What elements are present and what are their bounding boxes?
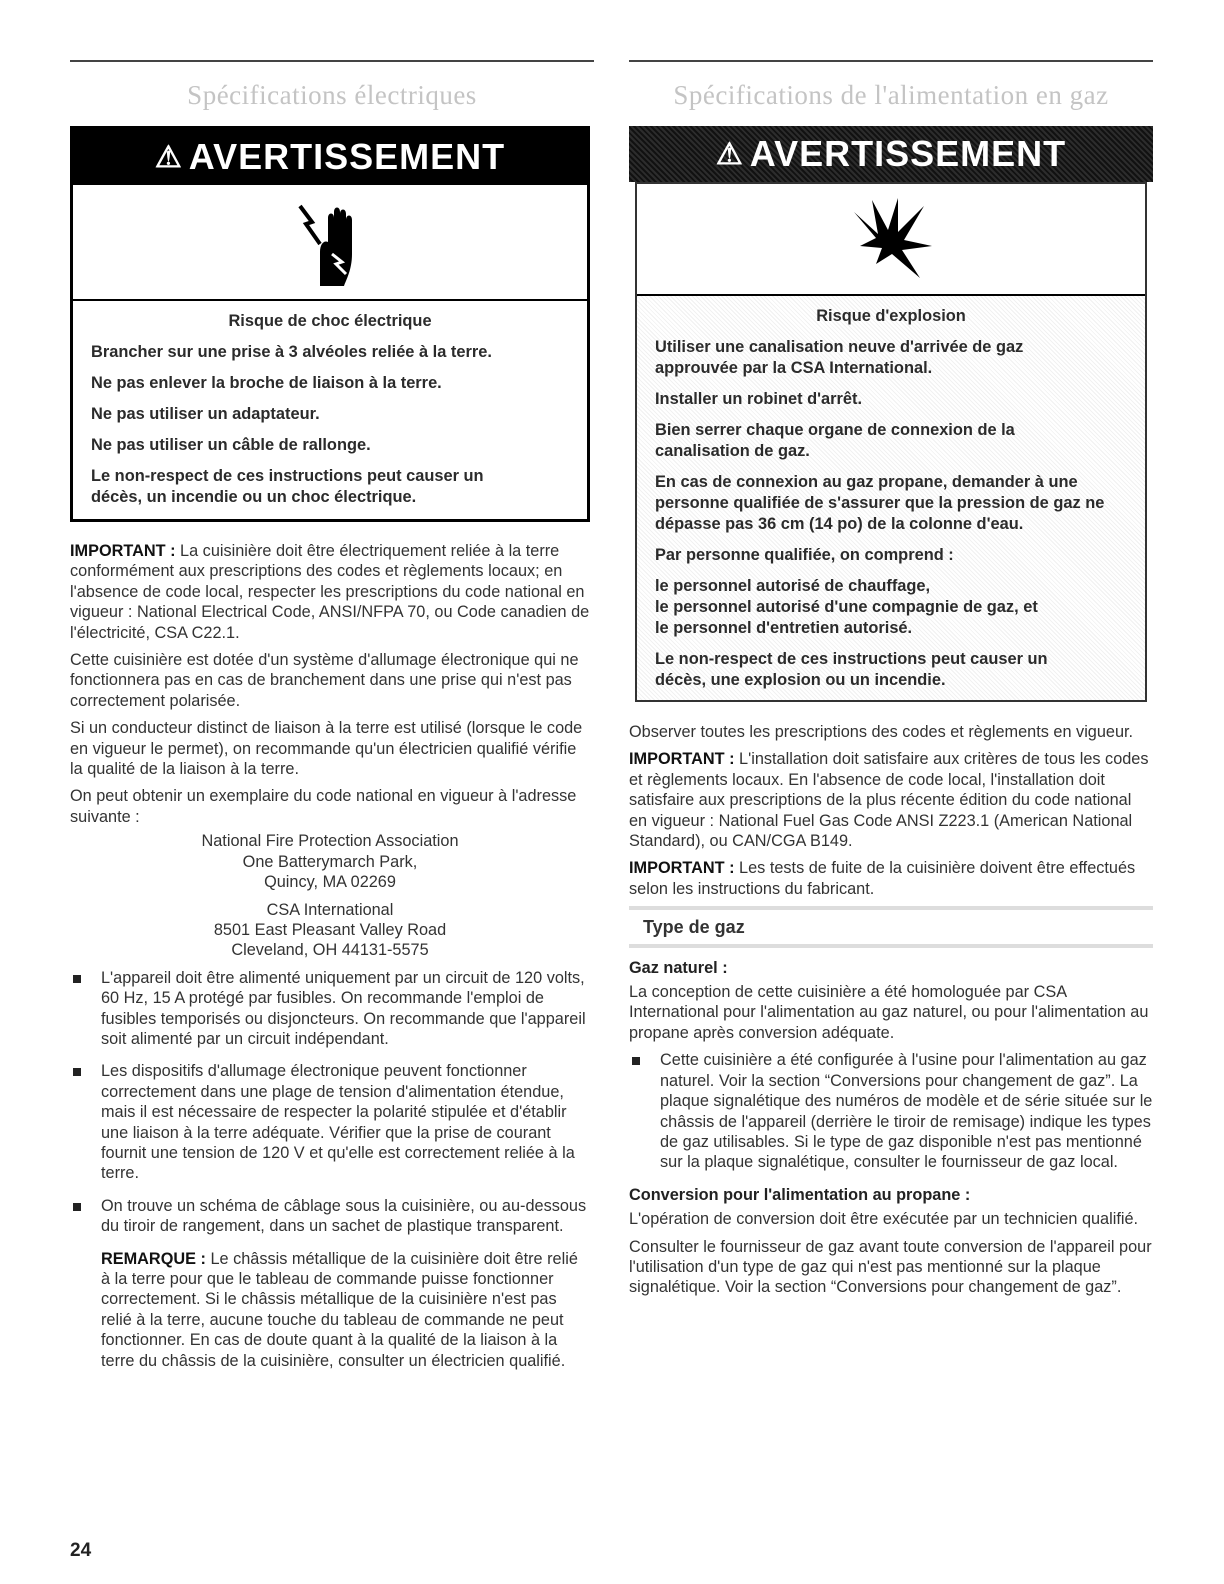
paragraph: On peut obtenir un exemplaire du code national en vigueur à l'adresse suivante : [70,787,577,826]
electrical-body [70,541,590,1378]
warning-line: Le non-respect de ces instructions peut causer un décès, un incendie ou un choc électrique. [91,467,484,506]
section-title: Spécifications électriques [187,80,477,110]
paragraph: Observer toutes les prescriptions des codes et règlements en vigueur. [629,723,1134,741]
warning-body [635,182,1147,702]
warning-line: Ne pas utiliser un adaptateur. [91,405,320,423]
warning-text [637,296,1145,691]
warning-line: Ne pas utiliser un câble de rallonge. [91,436,371,454]
warning-heading: AVERTISSEMENT [188,136,506,177]
warning-line: Utiliser une canalisation neuve d'arrivée de gaz approuvée par la CSA International. [655,338,1024,377]
paragraph: La conception de cette cuisinière a été homologuée par CSA International pour l'alimentation au gaz naturel, ou pour l'alimentation au propane après conversion adéquate. [629,983,1149,1042]
gas-body [629,722,1153,1305]
propane-heading: Conversion pour l'alimentation au propane : [629,1185,971,1204]
bullet-item: L'appareil doit être alimenté uniquement par un circuit de 120 volts, 60 Hz, 15 A protégé par fusibles. On recommande l'emploi de fusibles temporisés ou disjoncteurs. On recommande que l'appareil soit alimenté par un circuit indépendant. [70,968,590,1050]
warning-header [73,129,587,185]
warning-line: Brancher sur une prise à 3 alvéoles reliée à la terre. [91,343,492,361]
warning-text [73,301,587,508]
paragraph: Si un conducteur distinct de liaison à la terre est utilisé (lorsque le code en vigueur le permet), on recommande qu'un électricien qualifié vérifie la qualité de la liaison à la terre. [70,719,583,779]
important-label: IMPORTANT : [70,542,176,560]
paragraph: Consulter le fournisseur de gaz avant toute conversion de l'appareil pour l'utilisation d'un type de gaz qui n'est pas mentionné sur la plaque signalétique. Voir la section “Conversions pour changement de gaz”. [629,1237,1152,1297]
explosion-icon [637,184,1145,296]
warning-line: le personnel d'entretien autorisé. [655,619,913,637]
warning-line: Installer un robinet d'arrêt. [655,390,862,408]
section-title: Spécifications de l'alimentation en gaz [673,80,1109,110]
bullet-item: Cette cuisinière a été configurée à l'usine pour l'alimentation au gaz naturel. Voir la section “Conversions pour changement de gaz”. La plaque signalétique des numéros de modèle et de série située sur le châssis de l'appareil (derrière le tiroir de remisage) indique les types de gaz utilisables. Si le type de gaz disponible n'est pas mentionné sur la plaque signalétique, consulter le fournisseur de gaz local. [629,1050,1153,1172]
address-nfpa: National Fire Protection Association One Batterymarch Park, Quincy, MA 02269 [201,832,459,892]
page-number: 24 [70,1540,92,1561]
hazard-title: Risque d'explosion [816,307,966,325]
bullet-item: On trouve un schéma de câblage sous la cuisinière, ou au-dessous du tiroir de rangement, dans un sachet de plastique transparent. [70,1196,590,1237]
bullet-item: Les dispositifs d'allumage électronique peuvent fonctionner correctement dans une plage de tension d'alimentation étendue, mais il est nécessaire de respecter la polarité stipulée et d'établir une liaison à la terre adéquate. Vérifier que la prise de courant fournit une tension de 120 V et qu'elle est correctement reliée à la terre. [70,1061,590,1183]
warning-triangle-icon: ⚠ [154,140,183,174]
warning-box [629,126,1153,704]
important-paragraph: IMPORTANT : Les tests de fuite de la cuisinière doivent être effectués selon les instructions du fabricant. [629,859,1136,898]
warning-box [70,126,590,522]
electric-shock-hand-icon [73,185,587,301]
warning-line: Par personne qualifiée, on comprend : [655,546,954,564]
warning-line: En cas de connexion au gaz propane, demander à une personne qualifiée de s'assurer que la pression de gaz ne dépasse pas 36 cm (14 po) de la colonne d'eau. [655,473,1105,533]
important-paragraph: IMPORTANT : La cuisinière doit être électriquement reliée à la terre conformément aux prescriptions des codes et règlements locaux; en l'absence de code local, respecter les prescriptions du code national en vigueur : National Electrical Code, ANSI/NFPA 70, ou Code canadien de l'électricité, CSA C22.1. [70,542,590,642]
important-label: IMPORTANT : [629,750,735,769]
note-label: REMARQUE : [101,1249,206,1268]
important-paragraph: IMPORTANT : L'installation doit satisfaire aux critères de tous les codes et règlements locaux. En l'absence de code local, l'installation doit satisfaire aux prescriptions de la plus récente édition du code national en vigueur : National Fuel Gas Code ANSI Z223.1 (American National Standard), ou CAN/CGA B149. [629,750,1149,851]
note-paragraph: REMARQUE : Le châssis métallique de la cuisinière doit être relié à la terre pour que le tableau de commande puisse fonctionner correctement. Si le châssis métallique de la cuisinière n'est pas relié à la terre, aucune touche du tableau de commande ne peut fonctionner. En cas de doute quant à la qualité de la liaison à la terre du châssis de la cuisinière, consulter un électricien qualifié. [101,1249,578,1370]
warning-line: le personnel autorisé de chauffage, [655,577,931,595]
natural-gas-heading: Gaz naturel : [629,958,728,977]
divider [629,60,1153,62]
warning-line: Le non-respect de ces instructions peut causer un décès, une explosion ou un incendie. [655,650,1048,689]
warning-line: le personnel autorisé d'une compagnie de gaz, et [655,598,1038,616]
address-csa: CSA International 8501 East Pleasant Valley Road Cleveland, OH 44131-5575 [213,900,447,960]
hazard-title: Risque de choc électrique [228,312,432,330]
warning-header [629,126,1153,182]
warning-heading: AVERTISSEMENT [749,133,1067,174]
important-label: IMPORTANT : [629,859,735,878]
gas-type-heading: Type de gaz [629,906,1153,947]
warning-line: Ne pas enlever la broche de liaison à la terre. [91,374,442,392]
paragraph: Cette cuisinière est dotée d'un système d'allumage électronique qui ne fonctionnera pas en cas de branchement dans une prise qui n'est pas correctement polarisée. [70,651,579,710]
warning-triangle-icon: ⚠ [715,137,744,171]
paragraph: L'opération de conversion doit être exécutée par un technicien qualifié. [629,1210,1139,1229]
warning-line: Bien serrer chaque organe de connexion de la canalisation de gaz. [655,421,1015,460]
divider [70,60,594,62]
